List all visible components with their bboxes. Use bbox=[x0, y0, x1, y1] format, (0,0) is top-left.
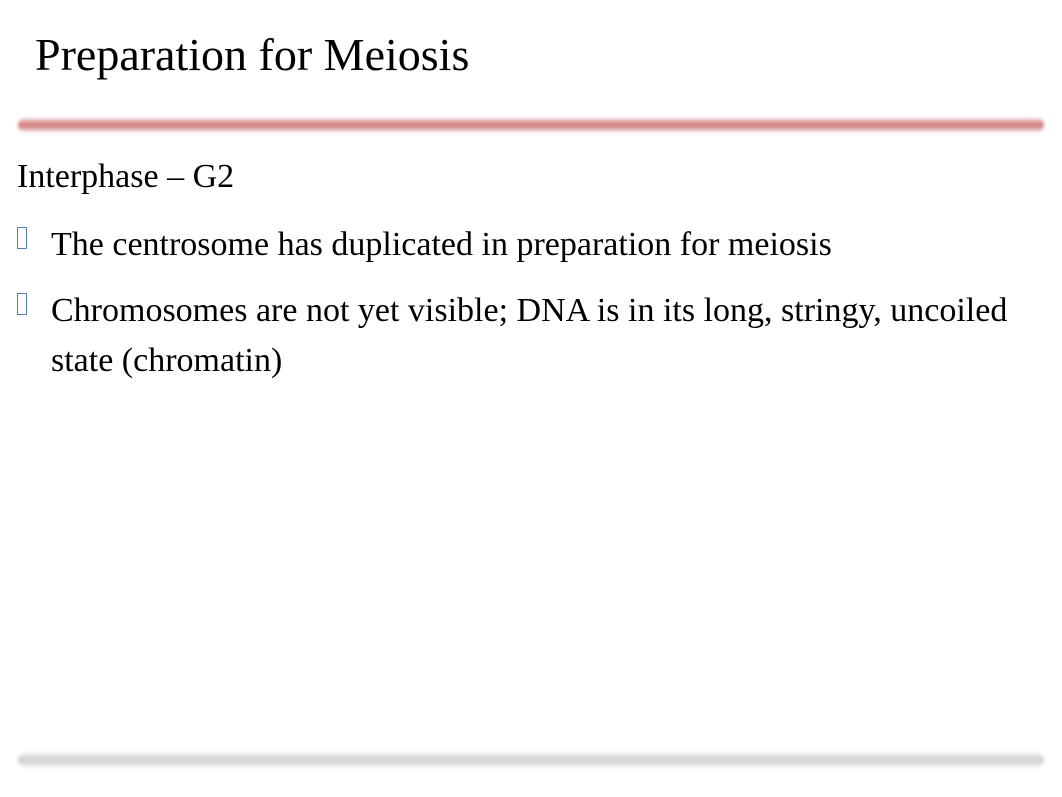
slide-title: Preparation for Meiosis bbox=[35, 29, 470, 80]
bullet-text: Chromosomes are not yet visible; DNA is in its long, stringy, uncoiled state (chromatin) bbox=[51, 292, 1008, 379]
square-bullet-icon bbox=[17, 227, 27, 249]
bullet-item bbox=[17, 286, 1017, 386]
bullet-list bbox=[17, 220, 1017, 402]
bullet-item bbox=[17, 220, 1017, 270]
square-bullet-icon bbox=[17, 293, 27, 315]
slide-subheading: Interphase – G2 bbox=[17, 158, 235, 195]
title-divider bbox=[18, 117, 1044, 133]
bullet-text: The centrosome has duplicated in preparation for meiosis bbox=[51, 226, 832, 263]
footer-divider bbox=[18, 751, 1044, 769]
